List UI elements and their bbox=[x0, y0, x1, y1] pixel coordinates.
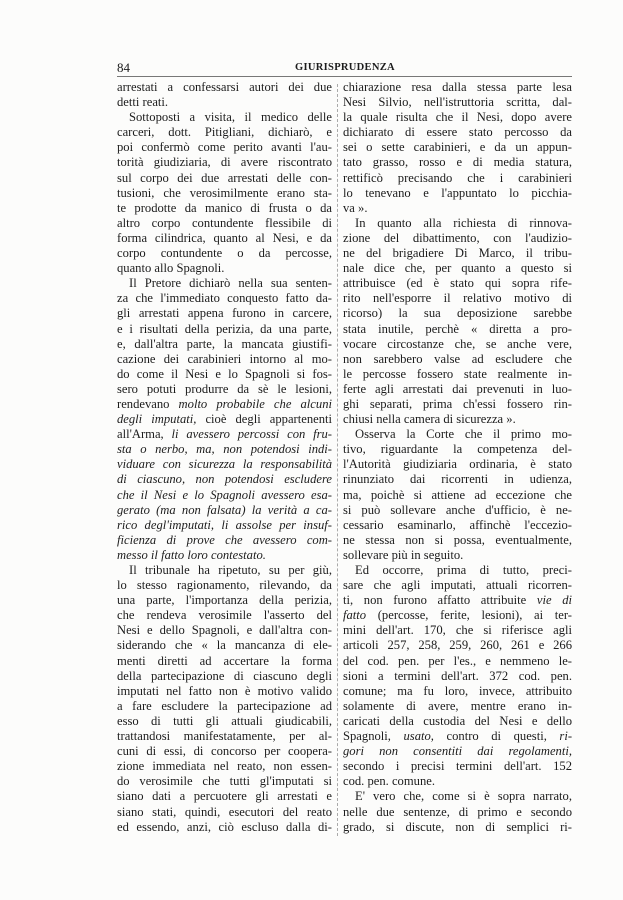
italic-text: messo il fatto loro contestato. bbox=[117, 547, 266, 562]
text-line bbox=[117, 412, 332, 427]
text-line bbox=[343, 714, 572, 729]
text-segment: che rendeva verosimile l'asserto del bbox=[117, 608, 332, 623]
text-segment: tivo, riguardante la competenza del- bbox=[343, 442, 572, 457]
text-line bbox=[343, 593, 572, 608]
text-line bbox=[117, 442, 332, 457]
text-line bbox=[117, 623, 332, 638]
text-segment: nelle due sentenze, di primo e secondo bbox=[343, 804, 572, 819]
text-segment: nale dice che, per quanto a questo si bbox=[343, 261, 572, 276]
italic-text: sta o nerbo, ma, non potendosi indi- bbox=[117, 442, 332, 457]
text-segment: ghi separati, prima ch'essi fossero rin- bbox=[343, 396, 572, 411]
text-segment: detti reati. bbox=[117, 95, 169, 110]
text-segment: stata inutile, perchè « diretta a pro- bbox=[343, 321, 572, 336]
text-line bbox=[343, 623, 572, 638]
text-line bbox=[343, 201, 572, 216]
text-line bbox=[343, 472, 572, 487]
text-line bbox=[117, 427, 332, 442]
text-line bbox=[117, 472, 332, 487]
italic-text: li avessero percossi con fru- bbox=[171, 427, 332, 442]
text-segment: lo stesso ragionamento, rilevando, da bbox=[117, 578, 332, 593]
text-segment: va ». bbox=[343, 200, 368, 215]
text-segment: secondo i precisi termini dell'art. 152 bbox=[343, 759, 572, 774]
text-segment: te prodotte da manico di frusta o da bbox=[117, 200, 332, 215]
text-line bbox=[343, 337, 572, 352]
italic-text: viduare con sicurezza la responsabilità bbox=[117, 457, 332, 472]
text-line bbox=[117, 533, 332, 548]
text-segment: sare che agli imputati, attuali ricorren- bbox=[343, 578, 572, 593]
text-line bbox=[117, 110, 332, 125]
text-segment: In quanto alla richiesta di rinnova- bbox=[355, 215, 572, 230]
text-segment: grado, si discute, non di semplici ri- bbox=[343, 819, 572, 834]
text-segment: ferte agli arrestati dai prevenuti in luo- bbox=[343, 381, 572, 396]
text-segment: rito nell'esporre il relativo motivo di bbox=[343, 291, 572, 306]
text-line bbox=[117, 503, 332, 518]
text-line bbox=[117, 246, 332, 261]
text-line bbox=[343, 729, 572, 744]
text-segment: attribuisce (ed è stato qui sopra rife- bbox=[343, 276, 572, 291]
text-line bbox=[117, 820, 332, 835]
text-segment: ma, poichè si attiene ad eccezione che bbox=[343, 487, 572, 502]
text-line bbox=[117, 186, 332, 201]
text-segment: e i risultati della perizia, da una parte, bbox=[117, 321, 332, 336]
text-segment: altro corpo contundente flessibile di bbox=[117, 215, 332, 230]
text-line bbox=[343, 140, 572, 155]
text-segment: esso di tutti gli attuali giudicabili, bbox=[117, 713, 332, 728]
column-divider bbox=[337, 84, 338, 836]
text-line bbox=[117, 578, 332, 593]
text-segment: articoli 257, 258, 259, 260, 261 e 266 bbox=[343, 638, 572, 653]
text-line bbox=[343, 322, 572, 337]
text-segment: do verosimile che tutti gl'imputati si bbox=[117, 774, 332, 789]
text-segment: sioni a termini dell'art. 372 cod. pen. bbox=[343, 668, 572, 683]
text-line bbox=[343, 80, 572, 95]
text-line bbox=[343, 608, 572, 623]
text-line bbox=[343, 306, 572, 321]
text-line bbox=[117, 457, 332, 472]
text-line bbox=[343, 427, 572, 442]
text-line bbox=[343, 789, 572, 804]
text-line bbox=[343, 397, 572, 412]
text-segment: Sottoposti a visita, il medico delle bbox=[129, 110, 332, 125]
text-line bbox=[343, 820, 572, 835]
text-segment: caricati della custodia del Nesi e dello bbox=[343, 713, 572, 728]
text-segment: do come il Nesi e lo Spagnoli si fos- bbox=[117, 366, 332, 381]
text-line bbox=[117, 337, 332, 352]
left-column bbox=[117, 80, 332, 835]
text-segment: zione del dibattimento, con l'audizio- bbox=[343, 230, 572, 245]
text-line bbox=[343, 367, 572, 382]
text-segment: ne stessa non si possa, eventualmente, bbox=[343, 532, 572, 547]
text-segment: ricorso) la sua deposizione sarebbe bbox=[343, 306, 572, 321]
text-segment: ne del brigadiere Di Marco, il tribu- bbox=[343, 246, 572, 261]
text-segment: mini dell'art. 170, che si riferisce agli bbox=[343, 623, 572, 638]
italic-text: ficienza di prove che avessero com- bbox=[117, 532, 332, 547]
italic-text: fatto bbox=[343, 608, 367, 623]
text-segment: non sarebbero valse ad escludere che bbox=[343, 351, 572, 366]
text-line bbox=[117, 140, 332, 155]
text-segment: chiusi nella camera di sicurezza ». bbox=[343, 412, 516, 427]
text-line bbox=[117, 352, 332, 367]
text-line bbox=[117, 789, 332, 804]
text-segment: cod. pen. comune. bbox=[343, 774, 435, 789]
text-line bbox=[117, 759, 332, 774]
text-line bbox=[117, 593, 332, 608]
text-line bbox=[343, 457, 572, 472]
italic-text: degli imputati, bbox=[117, 412, 197, 427]
text-line bbox=[343, 110, 572, 125]
text-segment: imputati nel fatto non è motivo valido bbox=[117, 683, 332, 698]
text-line bbox=[343, 759, 572, 774]
text-line bbox=[343, 563, 572, 578]
italic-text: gori non consentiti dai regolamenti, bbox=[343, 744, 572, 759]
text-segment: forma cilindrica, quanto al Nesi, e da bbox=[117, 230, 332, 245]
italic-text: ri- bbox=[559, 729, 573, 744]
text-line bbox=[343, 412, 572, 427]
text-line bbox=[117, 155, 332, 170]
text-line bbox=[117, 397, 332, 412]
text-line bbox=[117, 95, 332, 110]
text-segment: sul corpo dei due arrestati delle con- bbox=[117, 170, 332, 185]
text-line bbox=[117, 563, 332, 578]
text-segment: tato grasso, rosso e di media statura, bbox=[343, 155, 572, 170]
text-line bbox=[117, 608, 332, 623]
text-line bbox=[343, 382, 572, 397]
text-line bbox=[343, 744, 572, 759]
text-segment: Il tribunale ha ripetuto, su per giù, bbox=[129, 563, 332, 577]
text-segment: la quale risulta che il Nesi, dopo avere bbox=[343, 110, 572, 125]
text-line bbox=[117, 291, 332, 306]
text-line bbox=[117, 125, 332, 140]
text-segment: sero potuti produrre da sè le lesioni, bbox=[117, 381, 332, 396]
text-segment: sei o sette carabinieri, e da un appun- bbox=[343, 140, 572, 155]
text-line bbox=[343, 442, 572, 457]
text-line bbox=[343, 578, 572, 593]
text-segment: rendevano bbox=[117, 396, 179, 411]
text-line bbox=[343, 533, 572, 548]
text-line bbox=[117, 744, 332, 759]
text-segment: menti diretti ad accertare la forma bbox=[117, 653, 332, 668]
text-line bbox=[343, 171, 572, 186]
text-segment: Il Pretore dichiarò nella sua senten- bbox=[129, 276, 332, 291]
text-line bbox=[117, 367, 332, 382]
text-segment: za che l'immediato conquesto fatto da- bbox=[117, 291, 332, 306]
italic-text: gerato (ma non falsata) la verità a ca- bbox=[117, 502, 332, 517]
text-segment: della partecipazione di ciascuno degli bbox=[117, 668, 332, 683]
running-title: GIURISPRUDENZA bbox=[295, 62, 395, 73]
text-segment: cazione dei carabinieri intorno al mo- bbox=[117, 351, 332, 366]
text-line bbox=[343, 669, 572, 684]
italic-text: che il Nesi e lo Spagnoli avessero esa- bbox=[117, 487, 332, 502]
text-segment: trattandosi manifestatamente, per al- bbox=[117, 729, 332, 744]
text-segment: all'Arma, bbox=[117, 427, 172, 442]
text-segment: l'Autorità giudiziaria ordinaria, è stato bbox=[343, 457, 572, 472]
text-segment: una parte, l'importanza della perizia, bbox=[117, 593, 332, 608]
text-line bbox=[117, 518, 332, 533]
text-segment: siano dati a percuotere gli arrestati e bbox=[117, 789, 332, 804]
text-segment: rettificò precisando che i carabinieri bbox=[343, 170, 572, 185]
text-line bbox=[117, 216, 332, 231]
italic-text: usato, bbox=[403, 729, 434, 744]
text-line bbox=[117, 306, 332, 321]
text-line bbox=[343, 231, 572, 246]
text-line bbox=[343, 125, 572, 140]
italic-text: molto probabile che alcuni bbox=[178, 396, 332, 411]
text-segment: contro di questi, bbox=[433, 729, 560, 744]
text-segment: quanto allo Spagnoli. bbox=[117, 261, 225, 276]
text-line bbox=[117, 805, 332, 820]
text-line bbox=[117, 548, 332, 563]
text-segment: E' vero che, come si è sopra narrato, bbox=[355, 789, 572, 804]
text-segment: cuni di essi, di concorso per coopera- bbox=[117, 744, 332, 759]
text-line bbox=[117, 231, 332, 246]
text-line bbox=[117, 684, 332, 699]
text-line bbox=[343, 276, 572, 291]
text-line bbox=[117, 171, 332, 186]
text-line bbox=[117, 201, 332, 216]
text-segment: chiarazione resa dalla stessa parte lesa bbox=[343, 80, 572, 94]
text-segment: rinunziato dai ricorrenti in udienza, bbox=[343, 472, 572, 487]
text-segment: le percosse fossero state realmente in- bbox=[343, 366, 572, 381]
text-line bbox=[117, 382, 332, 397]
text-segment: solamente di avere, mentre erano in- bbox=[343, 698, 572, 713]
text-segment: ed essendo, anzi, ciò escluso dalla di- bbox=[117, 819, 332, 834]
text-segment: e, dall'altra parte, la mancata giustifi- bbox=[117, 336, 332, 351]
text-line bbox=[343, 654, 572, 669]
text-segment: siderando che « la mancanza di ele- bbox=[117, 638, 332, 653]
text-segment: Spagnoli, bbox=[343, 729, 404, 744]
text-line bbox=[117, 654, 332, 669]
text-line bbox=[117, 488, 332, 503]
text-segment: comune; ma fu loro, invece, attribuito bbox=[343, 683, 572, 698]
text-line bbox=[117, 638, 332, 653]
text-line bbox=[343, 699, 572, 714]
text-line bbox=[343, 246, 572, 261]
text-line bbox=[343, 548, 572, 563]
text-segment: del cod. pen. per l'es., e nemmeno le- bbox=[343, 653, 572, 668]
text-segment: zione immediata nel reato, non essen- bbox=[117, 759, 332, 774]
text-segment: lo tenevano e l'appuntato lo picchia- bbox=[343, 185, 572, 200]
text-segment: vocare circostanze che, se anche vere, bbox=[343, 336, 572, 351]
text-line bbox=[117, 276, 332, 291]
text-segment: si può sollevare anche d'ufficio, è ne- bbox=[343, 502, 572, 517]
text-segment: cioè degli appartenenti bbox=[196, 412, 332, 427]
header-rule bbox=[117, 76, 572, 77]
text-segment: Nesi e dello Spagnoli, e dall'altra con- bbox=[117, 623, 332, 638]
text-line bbox=[117, 80, 332, 95]
text-segment: arrestati a confessarsi autori dei due bbox=[117, 80, 332, 94]
italic-text: di ciascuno, non potendosi escludere bbox=[117, 472, 332, 487]
text-line bbox=[343, 352, 572, 367]
text-line bbox=[343, 216, 572, 231]
italic-text: vie di bbox=[536, 593, 573, 608]
text-segment: Nesi Silvio, nell'istruttoria scritta, dal- bbox=[343, 95, 572, 110]
text-segment: torità giudiziaria, di avere riscontrato bbox=[117, 155, 332, 170]
text-line bbox=[343, 261, 572, 276]
text-line bbox=[343, 518, 572, 533]
text-line bbox=[343, 291, 572, 306]
text-segment: siano stati, quindi, esecutori del reato bbox=[117, 804, 332, 819]
text-segment: carceri, dott. Pitigliani, dichiarò, e bbox=[117, 125, 332, 140]
text-line bbox=[343, 155, 572, 170]
text-segment: (percosse, ferite, lesioni), ai ter- bbox=[366, 608, 572, 623]
text-segment: Ed occorre, prima di tutto, preci- bbox=[355, 563, 572, 577]
text-segment: tusioni, che verosimilmente erano sta- bbox=[117, 185, 332, 200]
text-line bbox=[343, 805, 572, 820]
text-line bbox=[343, 186, 572, 201]
text-line bbox=[117, 774, 332, 789]
text-line bbox=[117, 699, 332, 714]
italic-text: rico degl'imputati, li assolse per insuf- bbox=[117, 517, 332, 532]
text-line bbox=[117, 261, 332, 276]
text-segment: Osserva la Corte che il primo mo- bbox=[355, 427, 572, 442]
text-line bbox=[343, 684, 572, 699]
text-segment: a fare escludere la partecipazione ad bbox=[117, 698, 332, 713]
page-number: 84 bbox=[117, 60, 130, 75]
text-segment: poi confermò come perito avanti l'au- bbox=[117, 140, 332, 155]
text-line bbox=[343, 503, 572, 518]
text-segment: cessario esaminarlo, affinchè l'eccezio- bbox=[343, 517, 572, 532]
text-line bbox=[343, 488, 572, 503]
text-line bbox=[343, 638, 572, 653]
text-line bbox=[117, 714, 332, 729]
text-line bbox=[117, 729, 332, 744]
text-line bbox=[117, 669, 332, 684]
text-segment: corpo contundente o da percosse, bbox=[117, 246, 332, 261]
text-segment: dichiarato di essere stato percosso da bbox=[343, 125, 572, 140]
text-segment: ti, non furono affatto attribuite bbox=[343, 593, 537, 608]
text-segment: gli arrestati appena furono in carcere, bbox=[117, 306, 332, 321]
text-line bbox=[343, 774, 572, 789]
right-column bbox=[343, 80, 572, 835]
text-segment: sollevare più in seguito. bbox=[343, 547, 464, 562]
text-line bbox=[343, 95, 572, 110]
text-line bbox=[117, 322, 332, 337]
